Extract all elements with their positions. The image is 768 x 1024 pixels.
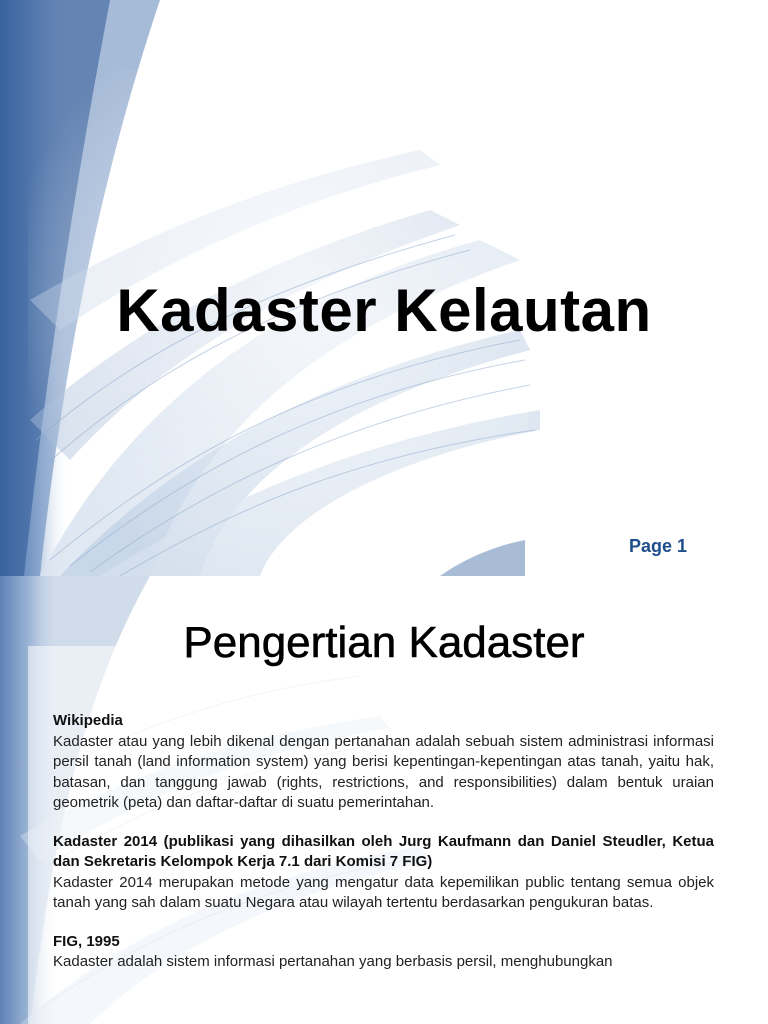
section-text: Kadaster adalah sistem informasi pertanahan yang berbasis persil, menghubungkan bbox=[53, 953, 613, 970]
content-slide bbox=[0, 576, 768, 1024]
slide-title: Pengertian Kadaster bbox=[183, 618, 585, 667]
section-heading: FIG, 1995 bbox=[53, 932, 120, 950]
definition-section bbox=[53, 711, 714, 814]
slide-title: Kadaster Kelautan bbox=[116, 277, 652, 344]
page-number-label: Page 1 bbox=[629, 536, 688, 556]
section-heading: Wikipedia bbox=[53, 712, 123, 729]
section-heading: Kadaster 2014 (publikasi yang dihasilkan oleh Jurg Kaufmann dan Daniel Steudler, Ketua dan Sekretaris Kelompok Kerja 7.1 dari Komisi 7 FIG) bbox=[53, 832, 714, 870]
section-text: Kadaster atau yang lebih dikenal dengan pertanahan adalah sebuah sistem administrasi informasi persil tanah (land information system) yang berisi kepentingan-kepentingan atas tanah, yaitu hak, batasan, dan tanggung jawab (rights, restrictions, and responsibilities) dalam bentuk uraian geometrik (peta) dan daftar-daftar di suatu pemerintahan. bbox=[53, 732, 714, 811]
body-text bbox=[53, 711, 714, 991]
section-text: Kadaster 2014 merupakan metode yang mengatur data kepemilikan public tentang semua objek tanah yang sah dalam suatu Negara atau wilayah tertentu berdasarkan pengukuran batas. bbox=[53, 873, 714, 911]
definition-section bbox=[53, 932, 714, 973]
definition-section bbox=[53, 832, 714, 914]
